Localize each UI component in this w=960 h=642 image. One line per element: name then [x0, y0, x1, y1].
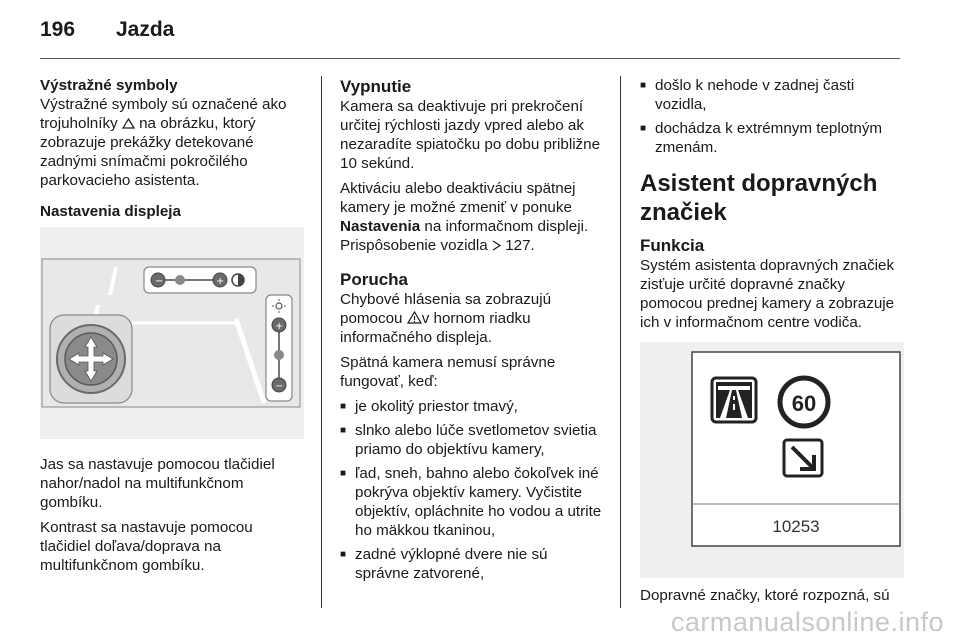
bullet-square-icon: ■ — [640, 123, 647, 134]
bullet-square-icon: ■ — [340, 549, 347, 560]
speed-limit-sign-icon — [780, 378, 828, 426]
bullet-square-icon: ■ — [340, 425, 347, 436]
camera-display-illustration — [40, 227, 304, 439]
contrast-slider — [144, 267, 256, 293]
fault-heading: Porucha — [340, 270, 409, 289]
deactivation-paragraph-1: Kamera sa deaktivuje pri prekročení určitej rýchlosti jazdy vpred alebo ak nezaradíte spiatočku po dobu približne 10 sekúnd. — [340, 98, 601, 172]
column-divider — [620, 76, 621, 608]
warning-symbols-heading: Výstražné symboly — [40, 77, 178, 94]
function-paragraph: Systém asistenta dopravných značiek zisťuje určité dopravné značky pomocou prednej kamery a zobrazuje ich v informačnom centre vodiča. — [640, 257, 895, 331]
bullet-square-icon: ■ — [640, 80, 647, 91]
warning-symbols-text: Výstražné symboly sú označené ako trojuholníky na obrázku, ktorý zobrazuje prekážky detekované zadnými snímačmi pokročilého parkovacieho asistenta. — [40, 96, 287, 189]
svg-text:+: + — [216, 276, 225, 287]
fault-paragraph-2: Spätná kamera nemusí správne fungovať, keď: — [340, 354, 556, 390]
multifunction-knob — [50, 315, 132, 403]
page-number: 196 — [40, 18, 76, 41]
traffic-signs-illustration — [640, 342, 904, 578]
warning-triangle-outline-icon — [122, 118, 135, 129]
svg-text:+: + — [275, 321, 284, 332]
contrast-paragraph: Kontrast sa nastavuje pomocou tlačidiel doľava/doprava na multifunkčnom gombíku. — [40, 519, 253, 574]
bullet-square-icon: ■ — [340, 468, 347, 479]
svg-text:−: − — [155, 276, 164, 287]
deactivation-paragraph-2: Aktiváciu alebo deaktiváciu spätnej kamery je možné zmeniť v ponuke Nastavenia na informačnom displeji. Prispôsobenie vozidla 127. — [340, 180, 589, 254]
column-3 — [640, 76, 904, 611]
deactivation-heading: Vypnutie — [340, 77, 412, 96]
page-header — [40, 18, 174, 42]
column-1 — [40, 76, 304, 581]
traffic-sign-assistant-heading: Asistent dopravných značiek — [640, 170, 878, 226]
fault-conditions-list — [340, 397, 604, 583]
column-divider — [321, 76, 322, 608]
contrast-icon — [232, 274, 244, 286]
warning-triangle-icon — [407, 311, 422, 324]
brightness-paragraph: Jas sa nastavuje pomocou tlačidiel nahor/nadol na multifunkčnom gombíku. — [40, 456, 275, 511]
fault-conditions-list-continued — [640, 76, 904, 157]
list-item: ■ zadné výklopné dvere nie sú správne zatvorené, — [340, 546, 548, 582]
brightness-slider — [266, 295, 292, 401]
function-heading: Funkcia — [640, 236, 705, 255]
header-rule — [40, 58, 900, 59]
fault-paragraph-1: Chybové hlásenia sa zobrazujú pomocou v hornom riadku informačného displeja. — [340, 291, 552, 346]
watermark: carmanualsonline.info — [670, 607, 944, 637]
arrow-down-right-sign-icon — [784, 440, 822, 476]
settings-menu-term: Nastavenia — [340, 218, 421, 235]
list-item: ■ ľad, sneh, bahno alebo čokoľvek iné pokrýva objektív kamery. Vyčistite objektív, opláchnite ho vodou a utrite ho mäkkou tkaninou, — [340, 465, 602, 539]
speed-limit-value: 60 — [791, 391, 817, 416]
figure-code: 10253 — [772, 517, 820, 536]
section-title: Jazda — [116, 18, 175, 41]
column-2 — [340, 76, 604, 588]
bullet-square-icon: ■ — [340, 401, 347, 412]
traffic-sign-figure — [640, 342, 904, 578]
list-item: ■ slnko alebo lúče svetlometov svietia priamo do objektívu kamery, — [340, 422, 597, 458]
cross-reference-arrow-icon — [492, 240, 501, 251]
display-settings-figure — [40, 227, 304, 439]
display-settings-heading: Nastavenia displeja — [40, 203, 181, 220]
figure-caption: Dopravné značky, ktoré rozpozná, sú — [640, 587, 890, 604]
list-item: ■ došlo k nehode v zadnej časti vozidla, — [640, 77, 855, 113]
svg-text:−: − — [275, 381, 284, 392]
motorway-sign-icon — [712, 378, 756, 422]
list-item: ■ dochádza k extrémnym teplotným zmenám. — [640, 120, 883, 156]
list-item: ■ je okolitý priestor tmavý, — [340, 398, 518, 415]
